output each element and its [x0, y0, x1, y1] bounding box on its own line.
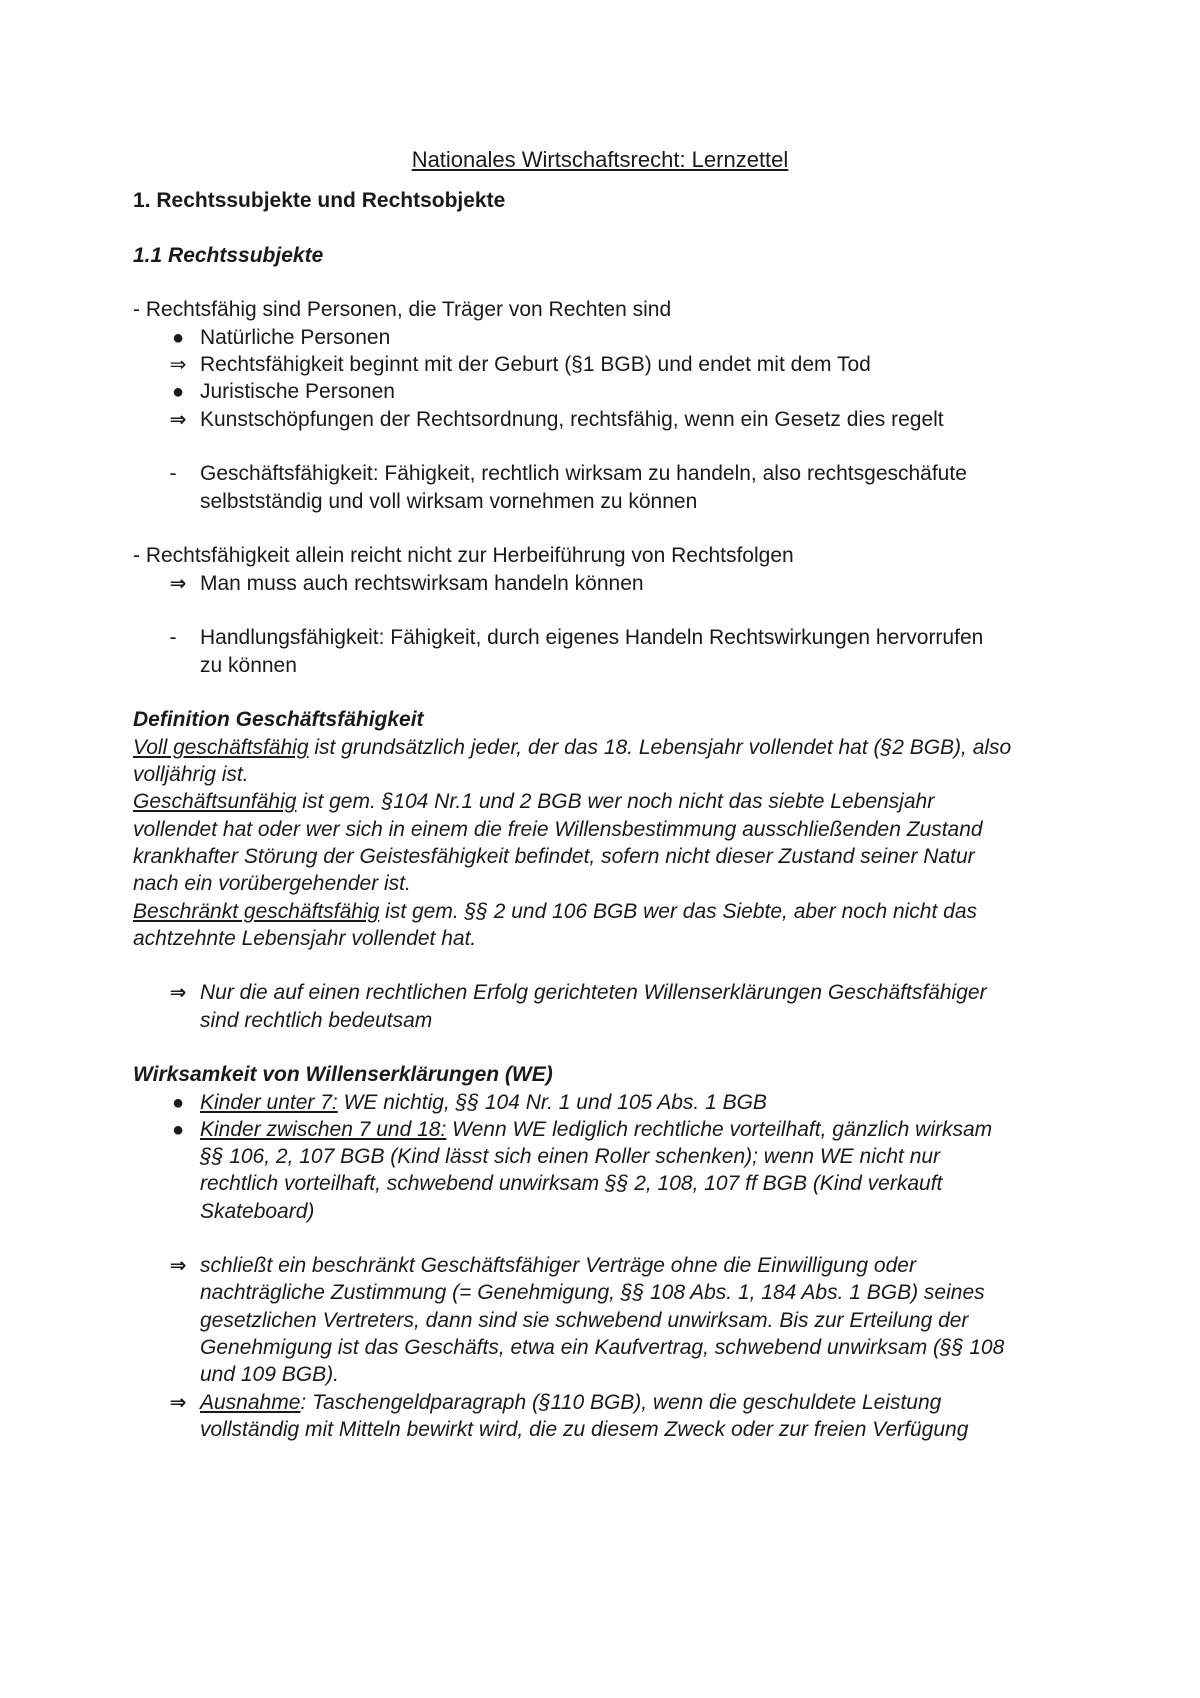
list-item-continuation: vollständig mit Mitteln bewirkt wird, die zu diesem Zweck oder zur freien Verfügung	[200, 1418, 969, 1441]
list-item-continuation: und 109 BGB).	[200, 1363, 339, 1386]
list-item	[200, 1088, 767, 1118]
dash-icon: -	[169, 626, 177, 649]
definition-heading: Definition Geschäftsfähigkeit	[133, 708, 424, 731]
list-item-text: Wenn WE lediglich rechtliche vorteilhaft, gänzlich wirksam	[446, 1118, 993, 1141]
term: Kinder unter 7:	[200, 1091, 338, 1114]
bullet-icon: ●	[171, 327, 185, 349]
list-item: Natürliche Personen	[200, 326, 391, 349]
definition-line	[133, 897, 977, 927]
term: Ausnahme	[200, 1391, 301, 1414]
definition-line: achtzehnte Lebensjahr vollendet hat.	[133, 927, 477, 950]
arrow-icon: ⇒	[169, 354, 187, 376]
arrow-icon: ⇒	[169, 573, 187, 595]
arrow-icon: ⇒	[169, 1255, 187, 1277]
section-heading: 1. Rechtssubjekte und Rechtsobjekte	[133, 189, 506, 212]
bullet-icon: ●	[171, 1092, 185, 1114]
section-heading-we: Wirksamkeit von Willenserklärungen (WE)	[133, 1063, 553, 1086]
list-item	[200, 1388, 941, 1418]
definition-line: krankhafter Störung der Geistesfähigkeit befindet, sofern nicht dieser Zustand seiner Natur	[133, 845, 975, 868]
list-item-continuation: selbstständig und voll wirksam vornehmen zu können	[200, 490, 698, 513]
definition-text: ist gem. §§ 2 und 106 BGB wer das Siebte, aber noch nicht das	[379, 900, 978, 923]
definition-line	[133, 733, 1011, 763]
list-item-text: WE nichtig, §§ 104 Nr. 1 und 105 Abs. 1 BGB	[337, 1091, 767, 1114]
bullet-icon: ●	[171, 1119, 185, 1141]
document-title: Nationales Wirtschaftsrecht: Lernzettel	[411, 147, 789, 172]
bullet-icon: ●	[171, 381, 185, 403]
list-item: Juristische Personen	[200, 380, 395, 403]
list-item-continuation: Skateboard)	[200, 1200, 315, 1223]
list-item-continuation: gesetzlichen Vertreters, dann sind sie schwebend unwirksam. Bis zur Erteilung der	[200, 1309, 969, 1332]
list-item-continuation: sind rechtlich bedeutsam	[200, 1009, 433, 1032]
list-item: Kunstschöpfungen der Rechtsordnung, rechtsfähig, wenn ein Gesetz dies regelt	[200, 408, 944, 431]
list-item: Nur die auf einen rechtlichen Erfolg gerichteten Willenserklärungen Geschäftsfähiger	[200, 981, 987, 1004]
definition-text: ist grundsätzlich jeder, der das 18. Lebensjahr vollendet hat (§2 BGB), also	[308, 736, 1012, 759]
subsection-heading: 1.1 Rechtssubjekte	[133, 244, 324, 267]
list-item	[200, 1115, 992, 1145]
definition-line	[133, 787, 934, 817]
definition-line: nach ein vorübergehender ist.	[133, 872, 411, 895]
list-item-continuation: nachträgliche Zustimmung (= Genehmigung, §§ 108 Abs. 1, 184 Abs. 1 BGB) seines	[200, 1281, 985, 1304]
term: Voll geschäftsfähig	[133, 736, 309, 759]
term: Beschränkt geschäftsfähig	[133, 900, 380, 923]
list-item-continuation: Genehmigung ist das Geschäfts, etwa ein Kaufvertrag, schwebend unwirksam (§§ 108	[200, 1336, 1005, 1359]
list-item: schließt ein beschränkt Geschäftsfähiger Verträge ohne die Einwilligung oder	[200, 1254, 916, 1277]
list-item: Rechtsfähigkeit beginnt mit der Geburt (§1 BGB) und endet mit dem Tod	[200, 353, 871, 376]
definition-line: vollendet hat oder wer sich in einem die freie Willensbestimmung ausschließenden Zustand	[133, 818, 983, 841]
list-item: Handlungsfähigkeit: Fähigkeit, durch eigenes Handeln Rechtswirkungen hervorrufen	[200, 626, 984, 649]
list-item-continuation: rechtlich vorteilhaft, schwebend unwirksam §§ 2, 108, 107 ff BGB (Kind verkauft	[200, 1172, 943, 1195]
definition-text: ist gem. §104 Nr.1 und 2 BGB wer noch nicht das siebte Lebensjahr	[296, 790, 935, 813]
dash-icon: -	[169, 462, 177, 485]
arrow-icon: ⇒	[169, 409, 187, 431]
list-item: Geschäftsfähigkeit: Fähigkeit, rechtlich wirksam zu handeln, also rechtsgeschäfute	[200, 462, 967, 485]
list-item-continuation: zu können	[200, 654, 297, 677]
arrow-icon: ⇒	[169, 982, 187, 1004]
list-item-continuation: §§ 106, 2, 107 BGB (Kind lässt sich einen Roller schenken); wenn WE nicht nur	[200, 1145, 941, 1168]
list-item-text: : Taschengeldparagraph (§110 BGB), wenn die geschuldete Leistung	[300, 1391, 942, 1414]
term: Geschäftsunfähig	[133, 790, 297, 813]
arrow-icon: ⇒	[169, 1392, 187, 1414]
paragraph-line: - Rechtsfähig sind Personen, die Träger von Rechten sind	[133, 298, 672, 321]
term: Kinder zwischen 7 und 18:	[200, 1118, 447, 1141]
definition-line: volljährig ist.	[133, 763, 249, 786]
paragraph-line: - Rechtsfähigkeit allein reicht nicht zur Herbeiführung von Rechtsfolgen	[133, 544, 794, 567]
list-item: Man muss auch rechtswirksam handeln können	[200, 572, 644, 595]
